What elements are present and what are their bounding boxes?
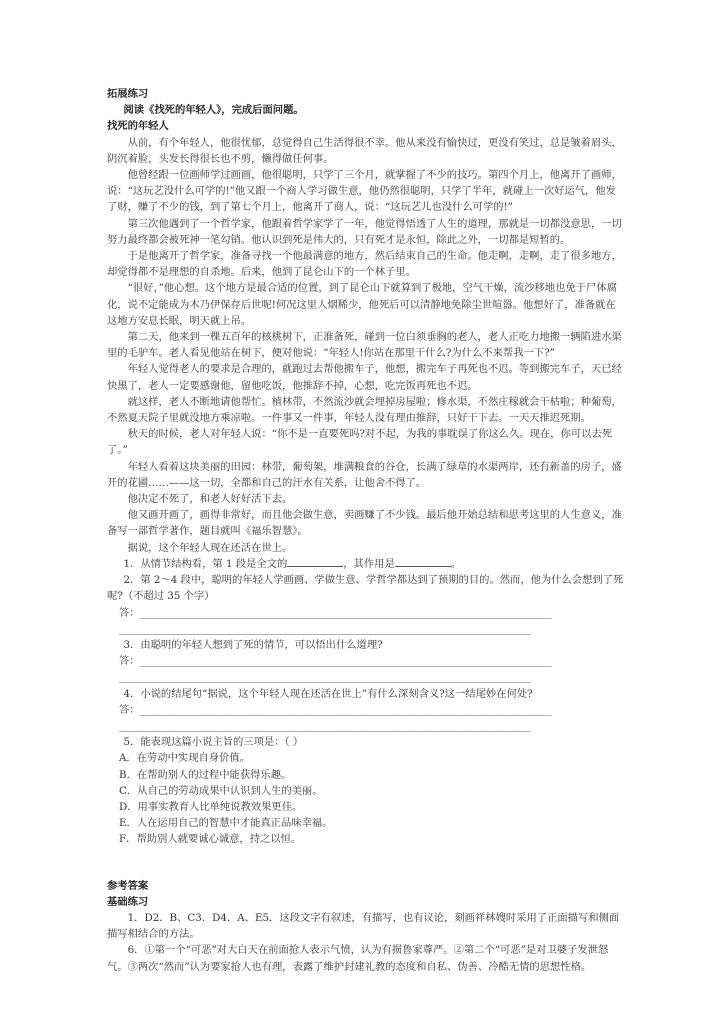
story-paragraph-7: 年轻人觉得老人的要求是合理的，就跑过去帮他搬车子，他想，搬完车子再死也不迟。等到搬完车子，天已经快黑了，老人一定要感谢他，留他吃饭，他推辞不掉，心想，吃完饭再死也不迟。: [107, 363, 622, 392]
answer-line-q4-second[interactable]: ________________________________________________________________________________: [119, 719, 531, 732]
answer-line-q4[interactable]: [119, 702, 625, 718]
story-paragraph-4: 于是他离开了哲学家，准备寻找一个他最满意的地方，然后结束自己的生命。他走啊，走啊，走了很多地方，却觉得都不是理想的自杀地。后来，他到了昆仑山下的一个林子里。: [107, 250, 622, 279]
question-1-mid: ，其作用是: [343, 557, 395, 570]
section-title: 拓展练习: [107, 88, 149, 100]
question-1-blank-b[interactable]: [395, 557, 451, 567]
question-4: 4．小说的结尾句“据说，这个年轻人现在还活在世上”有什么深刻含义?这一结尾妙在何处?: [123, 687, 533, 700]
instruction: 阅读《找死的年轻人》，完成后面问题。: [123, 104, 304, 117]
question-1: [107, 556, 625, 572]
answer-underline: ________________________________________________________________________________: [139, 655, 552, 668]
story-paragraph-1: 从前，有个年轻人，他很忧郁，总觉得自己生活得很不幸。他从来没有愉快过，更没有笑过，总是皱着眉头，阴沉着脸，头发长得很长也不剪，懒得做任何事。: [107, 136, 622, 165]
option-c[interactable]: C．从自己的劳动成果中认识到人生的美丽。: [119, 784, 323, 797]
option-b[interactable]: B．在帮助别人的过程中能获得乐趣。: [119, 768, 292, 781]
answer-line-q3[interactable]: [119, 653, 625, 669]
story-paragraph-9: 秋天的时候，老人对年轻人说：“你不是一直要死吗?对不起，为我的事耽误了你这么久。现在，你可以去死了。”: [107, 428, 613, 457]
story-paragraph-2: 他曾经跟一位画师学过画画，他很聪明，只学了三个月，就掌握了不少的技巧。第四个月上，他离开了画师，说：“这玩艺没什么可学的!”他又跟一个商人学习做生意，他仍然很聪明，只学了半年，就碰上一次好运气，他发了财，赚了不少的钱，到了第七个月上，他离开了商人，说：“这玩艺儿也没什么可学的!”: [107, 169, 622, 214]
option-f[interactable]: F．帮助别人就要诚心诚意，持之以恒。: [119, 833, 302, 846]
question-1-blank-a[interactable]: [287, 557, 343, 567]
story-paragraph-6: 第二天，他来到一棵五百年的核桃树下，正准备死，碰到一位白须垂胸的老人，老人正吃力地搬一辆陷进水渠里的毛驴车。老人看见他站在树下，便对他说：“年轻人!你站在那里干什么?为什么不来帮我一下?”: [107, 331, 622, 360]
answer-label: 答：: [119, 606, 140, 619]
question-1-end: 。: [450, 557, 462, 570]
answer-line-q3-second[interactable]: ________________________________________________________________________________: [119, 671, 531, 684]
option-e[interactable]: E．人在运用自己的智慧中才能真正品味幸福。: [119, 817, 333, 830]
story-paragraph-11: 他决定不死了，和老人好好活下去。: [127, 493, 293, 506]
story-paragraph-8: 就这样，老人不断地请他帮忙。植林带，不然流沙就会埋掉房屋啦；修水渠，不然庄稼就会干枯啦；种葡萄，不然夏天院子里就没地方乘凉啦。一件事又一件事，年轻人没有理由推辞，只好干下去。一天天推迟死期。: [107, 395, 622, 425]
answer-item-6: 6．①第一个“可恶”对大白天在前面抢人表示气愤，认为有损鲁家尊严。②第二个“可恶”是对卫婆子发泄怒气。③两次“然而”认为要家抢人也有理，表露了维护封建礼教的态度和自私、伪善、冷酷无情的思想性格。: [107, 944, 609, 973]
answers-subtitle: 基础练习: [107, 895, 149, 908]
story-paragraph-10: 年轻人看着这块美丽的田园：林带，葡萄架，堆满粮食的谷仓，长满了绿草的水渠两岸，还有新盖的房子，盛开的花圃……——这一切，全都和自己的汗水有关系，让他舍不得了。: [107, 460, 622, 489]
question-1-prefix: 1．从情节结构看，第 1 段是全文的: [123, 557, 288, 570]
question-3: 3．由聪明的年轻人想到了死的情节，可以悟出什么道理?: [123, 638, 383, 651]
answer-item-1: 1．D2．B、C3．D4．A、E5．这段文字有叙述，有描写，也有议论，刻画祥林嫂时采用了正面描写和侧面描写相结合的方法。: [107, 911, 620, 941]
story-paragraph-12: 他又画开画了，画得非常好，而且他会做生意，卖画赚了不少钱。最后他开始总结和思考这里的人生意义，准备写一部哲学著作，题目就叫《福乐智慧》。: [107, 509, 622, 538]
question-5: 5．能表现这篇小说主旨的三项是：（ ）: [123, 736, 304, 749]
answer-line-q2[interactable]: [119, 605, 625, 621]
story-title: 找死的年轻人: [107, 120, 169, 133]
answer-line-q2-second[interactable]: ________________________________________________________________________________: [119, 622, 531, 635]
spacer: [107, 848, 625, 878]
answer-underline: ________________________________________________________________________________: [139, 703, 552, 716]
option-a[interactable]: A．在劳动中实现自身价值。: [119, 752, 250, 765]
option-d[interactable]: D．用事实教育人比单纯说教效果更佳。: [119, 800, 303, 813]
answer-label: 答：: [119, 655, 140, 668]
answer-label: 答：: [119, 703, 140, 716]
story-paragraph-3: 第三次他遇到了一个哲学家，他跟着哲学家学了一年，他觉得悟透了人生的道理，那就是一切都没意思，一切努力最终都会被死神一笔勾销。他认识到死是伟大的，只有死才是永恒，除此之外，一切都是短暂的。: [107, 217, 622, 246]
answers-title: 参考答案: [107, 879, 149, 892]
story-paragraph-13: 据说，这个年轻人现在还活在世上。: [127, 541, 293, 554]
question-2: 2．第 2～4 段中，聪明的年轻人学画画、学做生意、学哲学都达到了预期的目的。然而，他为什么会想到了死呢?（不超过 35 个字）: [107, 574, 624, 603]
story-paragraph-5: “很好，”他心想。这个地方是最合适的位置，到了昆仑山下就算到了极地，空气干燥，流沙移地也免于尸体腐化，说不定能成为木乃伊保存后世呢!何况这里人烟稀少，他死后可以清静地免除尘世喧嚣。他想好了，准备就在这地方安息长眠，明天就上吊。: [107, 282, 617, 327]
document-page: [107, 86, 625, 975]
answer-underline: ________________________________________________________________________________: [139, 606, 552, 619]
